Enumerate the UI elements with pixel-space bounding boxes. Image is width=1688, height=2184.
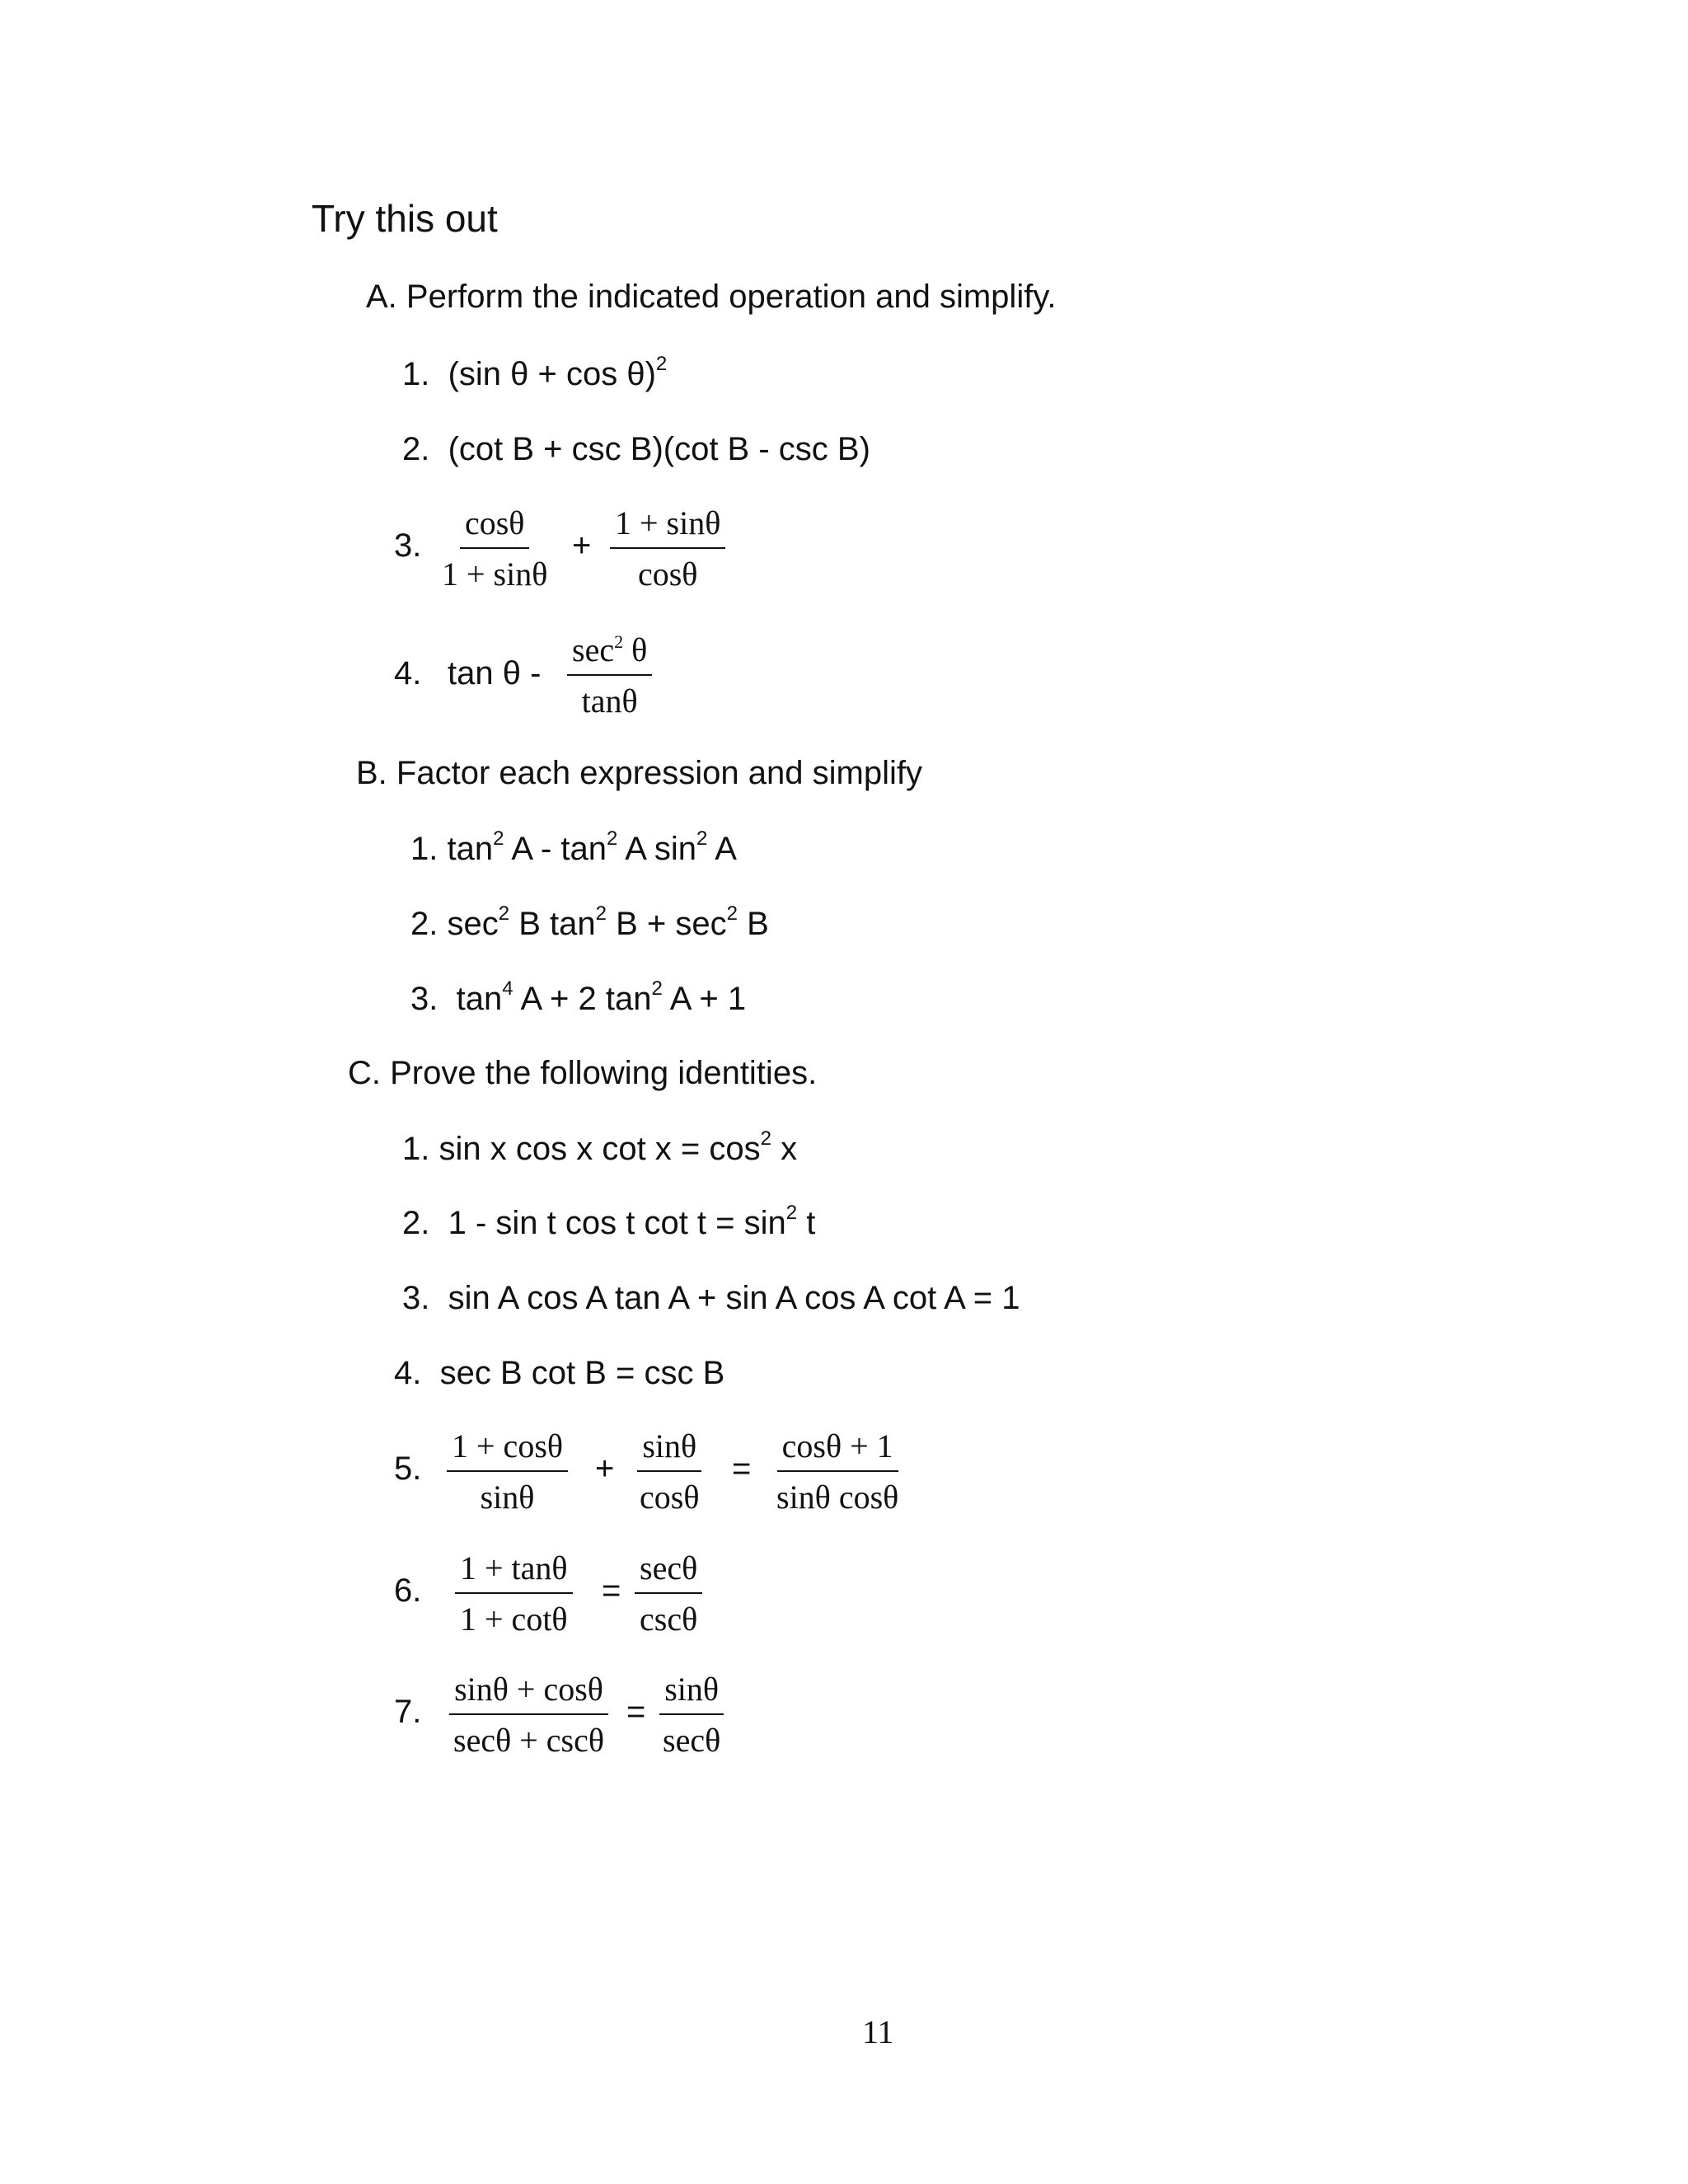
denominator: sinθ: [480, 1479, 535, 1516]
item-number: 2.: [402, 431, 430, 467]
item-number: 3.: [410, 981, 438, 1017]
section-c-item-4: [394, 1353, 724, 1393]
exponent: 4: [502, 977, 513, 1000]
term: B + sec: [606, 906, 727, 942]
exponent: 2: [760, 1127, 771, 1150]
numerator: 1 + tanθ: [455, 1549, 573, 1594]
section-a-item-3-number: 3.: [394, 527, 422, 564]
term: sec: [447, 906, 499, 942]
section-a-heading: A. Perform the indicated operation and simplify.: [366, 279, 1057, 315]
equals-sign: =: [732, 1451, 752, 1487]
section-a-item-4-number: 4.: [394, 655, 422, 691]
denominator: cosθ: [637, 555, 698, 593]
term: A sin: [617, 831, 696, 867]
fraction-sec-over-csc: [635, 1549, 702, 1638]
plus-operator: +: [595, 1451, 615, 1487]
denominator: secθ: [663, 1722, 721, 1759]
denominator: 1 + cotθ: [460, 1601, 568, 1638]
section-c-item-3: [402, 1278, 1020, 1318]
denominator: cscθ: [640, 1601, 698, 1638]
item-number: 2.: [410, 906, 438, 942]
numerator: cosθ + 1: [777, 1427, 898, 1472]
tan-theta-minus: tan θ -: [448, 655, 542, 691]
numerator: secθ: [635, 1549, 702, 1594]
term: B tan: [509, 906, 596, 942]
equals-sign: =: [626, 1694, 646, 1730]
fraction-sin-over-sec: [658, 1671, 725, 1760]
page-title: Try this out: [312, 197, 498, 240]
section-a-item-1: [402, 354, 667, 394]
term: A + 2 tan: [513, 981, 652, 1017]
exponent: 2: [498, 902, 510, 925]
section-c-item-2: [402, 1203, 815, 1243]
expression: x: [771, 1131, 798, 1167]
denominator: 1 + sinθ: [442, 555, 548, 593]
expression: sec B cot B = csc B: [439, 1355, 725, 1391]
numerator: sinθ: [659, 1671, 724, 1715]
term: tan: [447, 831, 494, 867]
fraction-sec2-over-tan: [567, 631, 652, 720]
plus-operator: +: [572, 527, 592, 564]
section-c-item-1: [402, 1129, 797, 1169]
item-number: 1.: [410, 831, 438, 867]
sec-text: sec: [572, 631, 615, 668]
expression: (sin θ + cos θ): [448, 356, 656, 392]
numerator: [567, 631, 652, 676]
fraction-sin-plus-cos-over-sec-plus-csc: [448, 1671, 609, 1760]
term: B: [737, 906, 769, 942]
numerator: 1 + sinθ: [610, 504, 725, 549]
fraction-1-plus-cos-over-sin: [447, 1427, 568, 1516]
expression: sin A cos A tan A + sin A cos A cot A = 1: [448, 1280, 1020, 1316]
fraction-cos-over-1-plus-sin: [437, 504, 552, 593]
exponent: 2: [726, 902, 738, 925]
section-b-item-1: [410, 829, 737, 869]
equals-sign: =: [602, 1572, 621, 1609]
exponent: 2: [493, 827, 504, 850]
exponent: 2: [606, 827, 618, 850]
term: A - tan: [504, 831, 607, 867]
expression: 1 - sin t cos t cot t = sin: [448, 1205, 786, 1241]
section-c-item-7-number: 7.: [394, 1694, 422, 1730]
theta-text: θ: [623, 631, 648, 668]
fraction-1-plus-tan-over-1-plus-cot: [455, 1549, 573, 1638]
item-number: 2.: [402, 1205, 430, 1241]
section-b-heading: B. Factor each expression and simplify: [356, 755, 922, 791]
page-number: 11: [862, 2013, 894, 2050]
fraction-1-plus-sin-over-cos: [610, 504, 725, 593]
exponent: 2: [614, 631, 624, 652]
section-b-item-3: [410, 979, 746, 1019]
term: tan: [456, 981, 503, 1017]
section-a-item-2: [402, 429, 870, 469]
exponent: 2: [696, 827, 708, 850]
fraction-cos-plus-1-over-sin-cos: [771, 1427, 903, 1516]
fraction-sin-over-cos: [635, 1427, 704, 1516]
numerator: sinθ + cosθ: [449, 1671, 608, 1715]
exponent: 2: [655, 353, 668, 375]
item-number: 3.: [402, 1280, 430, 1316]
numerator: cosθ: [460, 504, 529, 549]
expression: t: [797, 1205, 816, 1241]
exponent: 2: [785, 1202, 798, 1224]
item-number: 4.: [394, 1355, 422, 1391]
item-number: 1.: [402, 356, 430, 392]
denominator: cosθ: [640, 1479, 700, 1516]
expression: sin x cos x cot x = cos: [438, 1131, 761, 1167]
denominator: secθ + cscθ: [453, 1722, 605, 1759]
expression: (cot B + csc B)(cot B - csc B): [448, 431, 870, 467]
exponent: 2: [651, 977, 663, 1000]
exponent: 2: [595, 902, 607, 925]
numerator: sinθ: [637, 1427, 701, 1472]
item-number: 1.: [402, 1131, 430, 1167]
numerator: 1 + cosθ: [447, 1427, 568, 1472]
section-c-item-5-number: 5.: [394, 1451, 422, 1487]
section-c-item-6-number: 6.: [394, 1572, 422, 1609]
term: A: [707, 831, 737, 867]
denominator: sinθ cosθ: [776, 1479, 899, 1516]
term: A + 1: [662, 981, 747, 1017]
section-c-heading: C. Prove the following identities.: [348, 1055, 818, 1091]
section-b-item-2: [410, 904, 769, 944]
denominator: tanθ: [581, 682, 638, 719]
